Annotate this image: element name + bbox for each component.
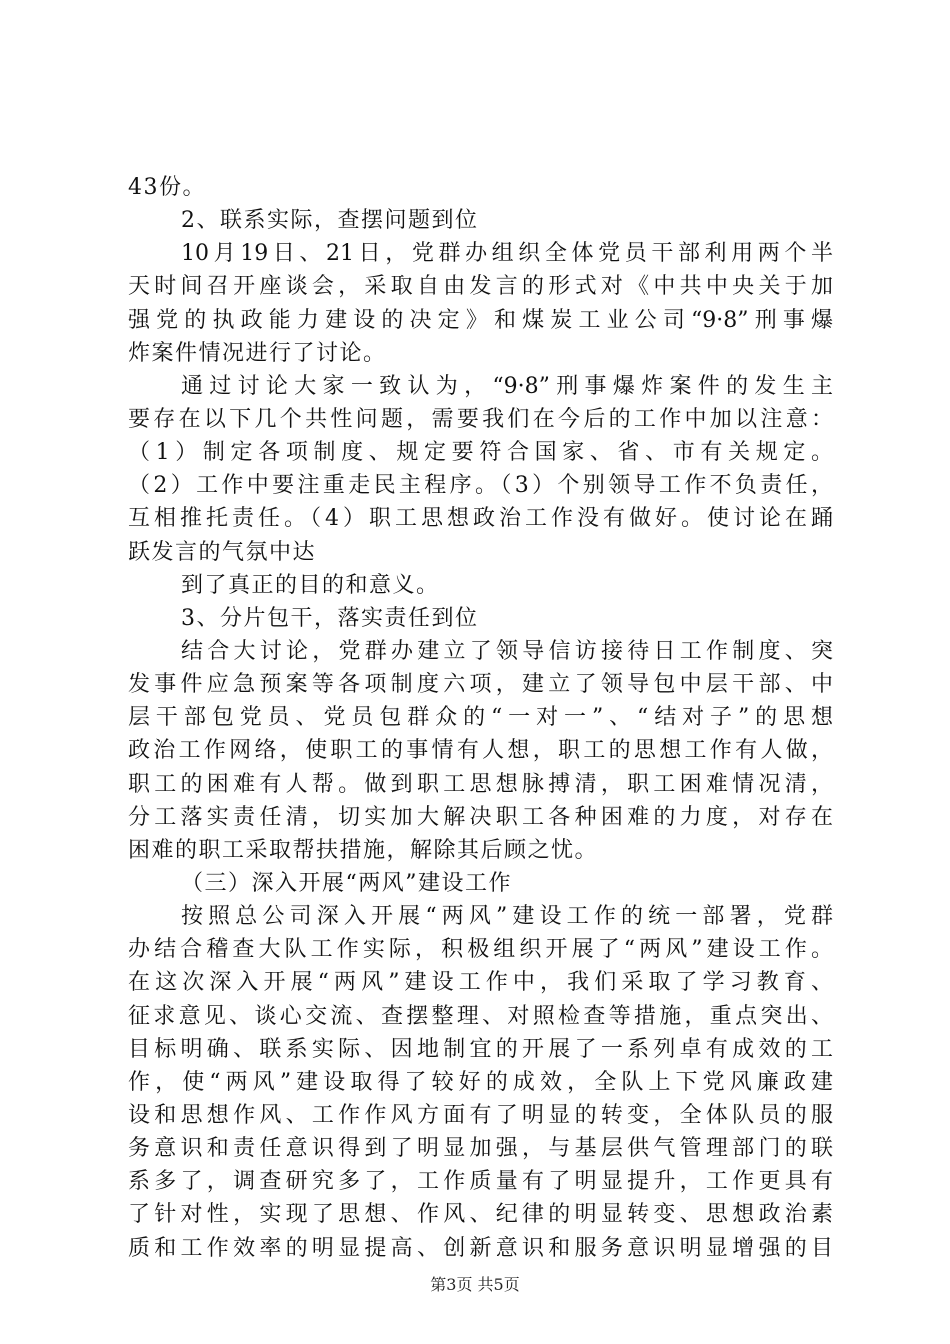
paragraph-line: 办结合稽查大队工作实际，积极组织开展了“两风”建设工作。: [128, 937, 833, 963]
paragraph-line: （2）工作中要注重走民主程序。（3）个别领导工作不负责任，: [128, 473, 833, 499]
paragraph-line: 作，使“两风”建设取得了较好的成效，全队上下党风廉政建: [128, 1069, 833, 1095]
paragraph-line: 互相推托责任。（4）职工思想政治工作没有做好。使讨论在踊: [128, 506, 833, 532]
paragraph-line: 政治工作网络，使职工的事情有人想，职工的思想工作有人做，: [128, 738, 833, 764]
paragraph-line: 结合大讨论，党群办建立了领导信访接待日工作制度、突: [181, 638, 833, 664]
paragraph-line: 困难的职工采取帮扶措施，解除其后顾之忧。: [128, 837, 599, 863]
paragraph-line: 质和工作效率的明显提高、创新意识和服务意识明显增强的目: [128, 1235, 833, 1261]
paragraph-line: 炸案件情况进行了讨论。: [128, 340, 387, 366]
paragraph-line: 分工落实责任清，切实加大解决职工各种困难的力度，对存在: [128, 804, 833, 830]
paragraph-line: 目标明确、联系实际、因地制宜的开展了一系列卓有成效的工: [128, 1036, 833, 1062]
section-heading: 3、分片包干，落实责任到位: [181, 605, 479, 631]
paragraph-line: 务意识和责任意识得到了明显加强，与基层供气管理部门的联: [128, 1136, 833, 1162]
paragraph-line: 按照总公司深入开展“两风”建设工作的统一部署，党群: [181, 904, 833, 930]
page-number-footer: 第3页 共5页: [430, 1275, 520, 1294]
paragraph-line: 10月19日、21日，党群办组织全体党员干部利用两个半: [181, 241, 833, 267]
paragraph-line: （1）制定各项制度、规定要符合国家、省、市有关规定。: [128, 440, 833, 466]
paragraph-line: 强党的执政能力建设的决定》和煤炭工业公司“9·8”刑事爆: [128, 307, 833, 333]
paragraph-line: 在这次深入开展“两风”建设工作中，我们采取了学习教育、: [128, 970, 833, 996]
paragraph-line: 43份。: [128, 175, 206, 200]
paragraph-line: 征求意见、谈心交流、查摆整理、对照检查等措施，重点突出、: [128, 1003, 833, 1029]
paragraph-line: 通过讨论大家一致认为，“9·8”刑事爆炸案件的发生主: [181, 373, 833, 399]
paragraph-line: 设和思想作风、工作作风方面有了明显的转变，全体队员的服: [128, 1102, 833, 1128]
paragraph-line: 天时间召开座谈会，采取自由发言的形式对《中共中央关于加: [128, 274, 833, 300]
paragraph-line: 系多了，调查研究多了，工作质量有了明显提升，工作更具有: [128, 1169, 833, 1195]
paragraph-line: 层干部包党员、党员包群众的“一对一”、“结对子”的思想: [128, 705, 833, 731]
section-heading: （三）深入开展“两风”建设工作: [181, 870, 512, 896]
paragraph-line: 职工的困难有人帮。做到职工思想脉搏清，职工困难情况清，: [128, 771, 833, 797]
paragraph-line: 要存在以下几个共性问题，需要我们在今后的工作中加以注意：: [128, 406, 833, 432]
paragraph-line: 到了真正的目的和意义。: [181, 572, 440, 598]
paragraph-line: 跃发言的气氛中达: [128, 539, 317, 565]
section-heading: 2、联系实际，查摆问题到位: [181, 208, 479, 234]
paragraph-line: 了针对性，实现了思想、作风、纪律的明显转变、思想政治素: [128, 1202, 833, 1228]
document-body: [128, 171, 833, 1265]
paragraph-line: 发事件应急预案等各项制度六项，建立了领导包中层干部、中: [128, 672, 833, 698]
